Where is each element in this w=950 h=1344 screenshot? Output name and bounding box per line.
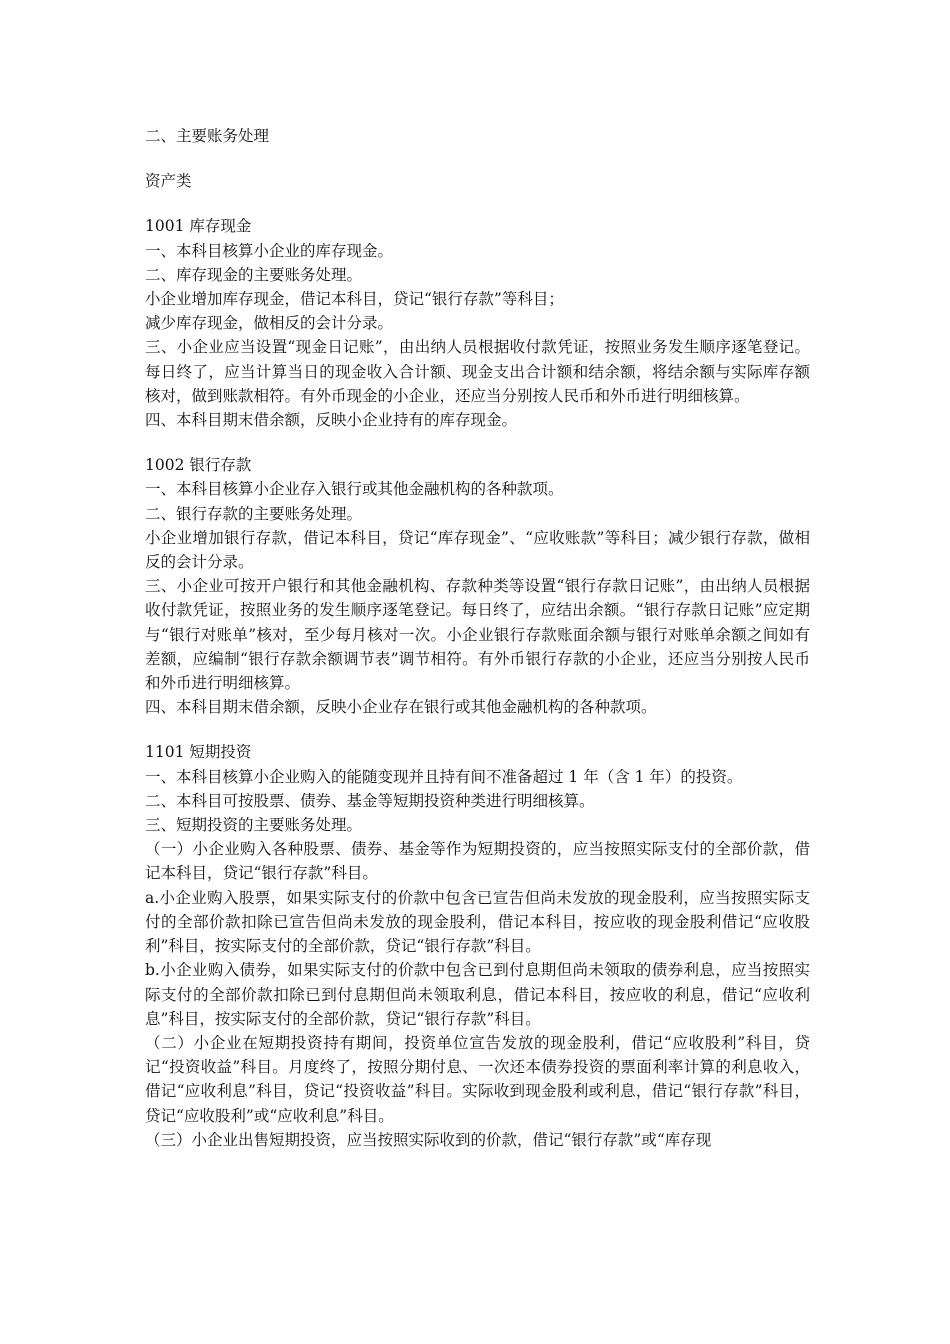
paragraph: （一）小企业购入各种股票、债券、基金等作为短期投资的，应当按照实际支付的全部价款，借记本科目，贷记“银行存款”科目。 — [145, 840, 810, 883]
paragraph: 三、短期投资的主要账务处理。 — [145, 816, 363, 835]
paragraph: 一、本科目核算小企业存入银行或其他金融机构的各种款项。 — [145, 480, 564, 499]
paragraph: 二、银行存款的主要账务处理。 — [145, 504, 363, 523]
account-entry-1101 — [145, 740, 810, 1151]
entry-title: 1101 短期投资 — [145, 743, 252, 762]
paragraph: 四、本科目期末借余额，反映小企业存在银行或其他金融机构的各种款项。 — [145, 698, 657, 717]
paragraph: 三、小企业应当设置“现金日记账”，由出纳人员根据收付款凭证，按照业务发生顺序逐笔登记。每日终了，应当计算当日的现金收入合计额、现金支出合计额和结余额，将结余额与实际库存额核对，做到账款相符。有外币现金的小企业，还应当分别按人民币和外币进行明细核算。 — [145, 338, 810, 405]
paragraph: 减少库存现金，做相反的会计分录。 — [145, 314, 394, 333]
paragraph: 一、本科目核算小企业购入的能随变现并且持有间不准备超过 1 年（含 1 年）的投资。 — [145, 767, 743, 786]
paragraph: b.小企业购入债券，如果实际支付的价款中包含已到付息期但尚未领取的债券利息，应当按照实际支付的全部价款扣除已到付息期但尚未领取利息，借记本科目，按应收的利息，借记“应收利息”科目，按实际支付的全部价款，贷记“银行存款”科目。 — [145, 961, 810, 1028]
paragraph: 一、本科目核算小企业的库存现金。 — [145, 241, 394, 260]
paragraph: 三、小企业可按开户银行和其他金融机构、存款种类等设置“银行存款日记账”，由出纳人员根据收付款凭证，按照业务的发生顺序逐笔登记。每日终了，应结出余额。“银行存款日记账”应定期与“银行对账单”核对，至少每月核对一次。小企业银行存款账面余额与银行对账单余额之间如有差额，应编制“银行存款余额调节表”调节相符。有外币银行存款的小企业，还应当分别按人民币和外币进行明细核算。 — [145, 577, 810, 693]
document-page — [145, 124, 810, 1173]
category-heading: 资产类 — [145, 172, 192, 191]
paragraph: 二、库存现金的主要账务处理。 — [145, 265, 363, 284]
paragraph: （三）小企业出售短期投资，应当按照实际收到的价款，借记“银行存款”或“库存现 — [145, 1130, 712, 1149]
paragraph: 小企业增加银行存款，借记本科目，贷记“库存现金”、“应收账款”等科目；减少银行存款，做相反的会计分录。 — [145, 528, 810, 572]
entry-title: 1002 银行存款 — [145, 456, 252, 475]
account-entry-1002 — [145, 453, 810, 719]
entry-title: 1001 库存现金 — [145, 217, 252, 236]
paragraph: 小企业增加库存现金，借记本科目，贷记“银行存款”等科目； — [145, 290, 564, 309]
paragraph: 二、本科目可按股票、债券、基金等短期投资种类进行明细核算。 — [145, 791, 595, 810]
paragraph: （二）小企业在短期投资持有期间，投资单位宣告发放的现金股利，借记“应收股利”科目，贷记“投资收益”科目。月度终了，按照分期付息、一次还本债券投资的票面利率计算的利息收入，借记“应收利息”科目，贷记“投资收益”科目。实际收到现金股利或利息，借记“银行存款”科目，贷记“应收股利”或“应收利息”科目。 — [145, 1033, 810, 1125]
paragraph: 四、本科目期末借余额，反映小企业持有的库存现金。 — [145, 411, 518, 430]
account-entry-1001 — [145, 214, 810, 432]
section-title: 二、主要账务处理 — [145, 127, 270, 145]
paragraph: a.小企业购入股票，如果实际支付的价款中包含已宣告但尚未发放的现金股利，应当按照实际支付的全部价款扣除已宣告但尚未发放的现金股利，借记本科目，按应收的现金股利借记“应收股利”科目，按实际支付的全部价款，贷记“银行存款”科目。 — [145, 888, 810, 956]
